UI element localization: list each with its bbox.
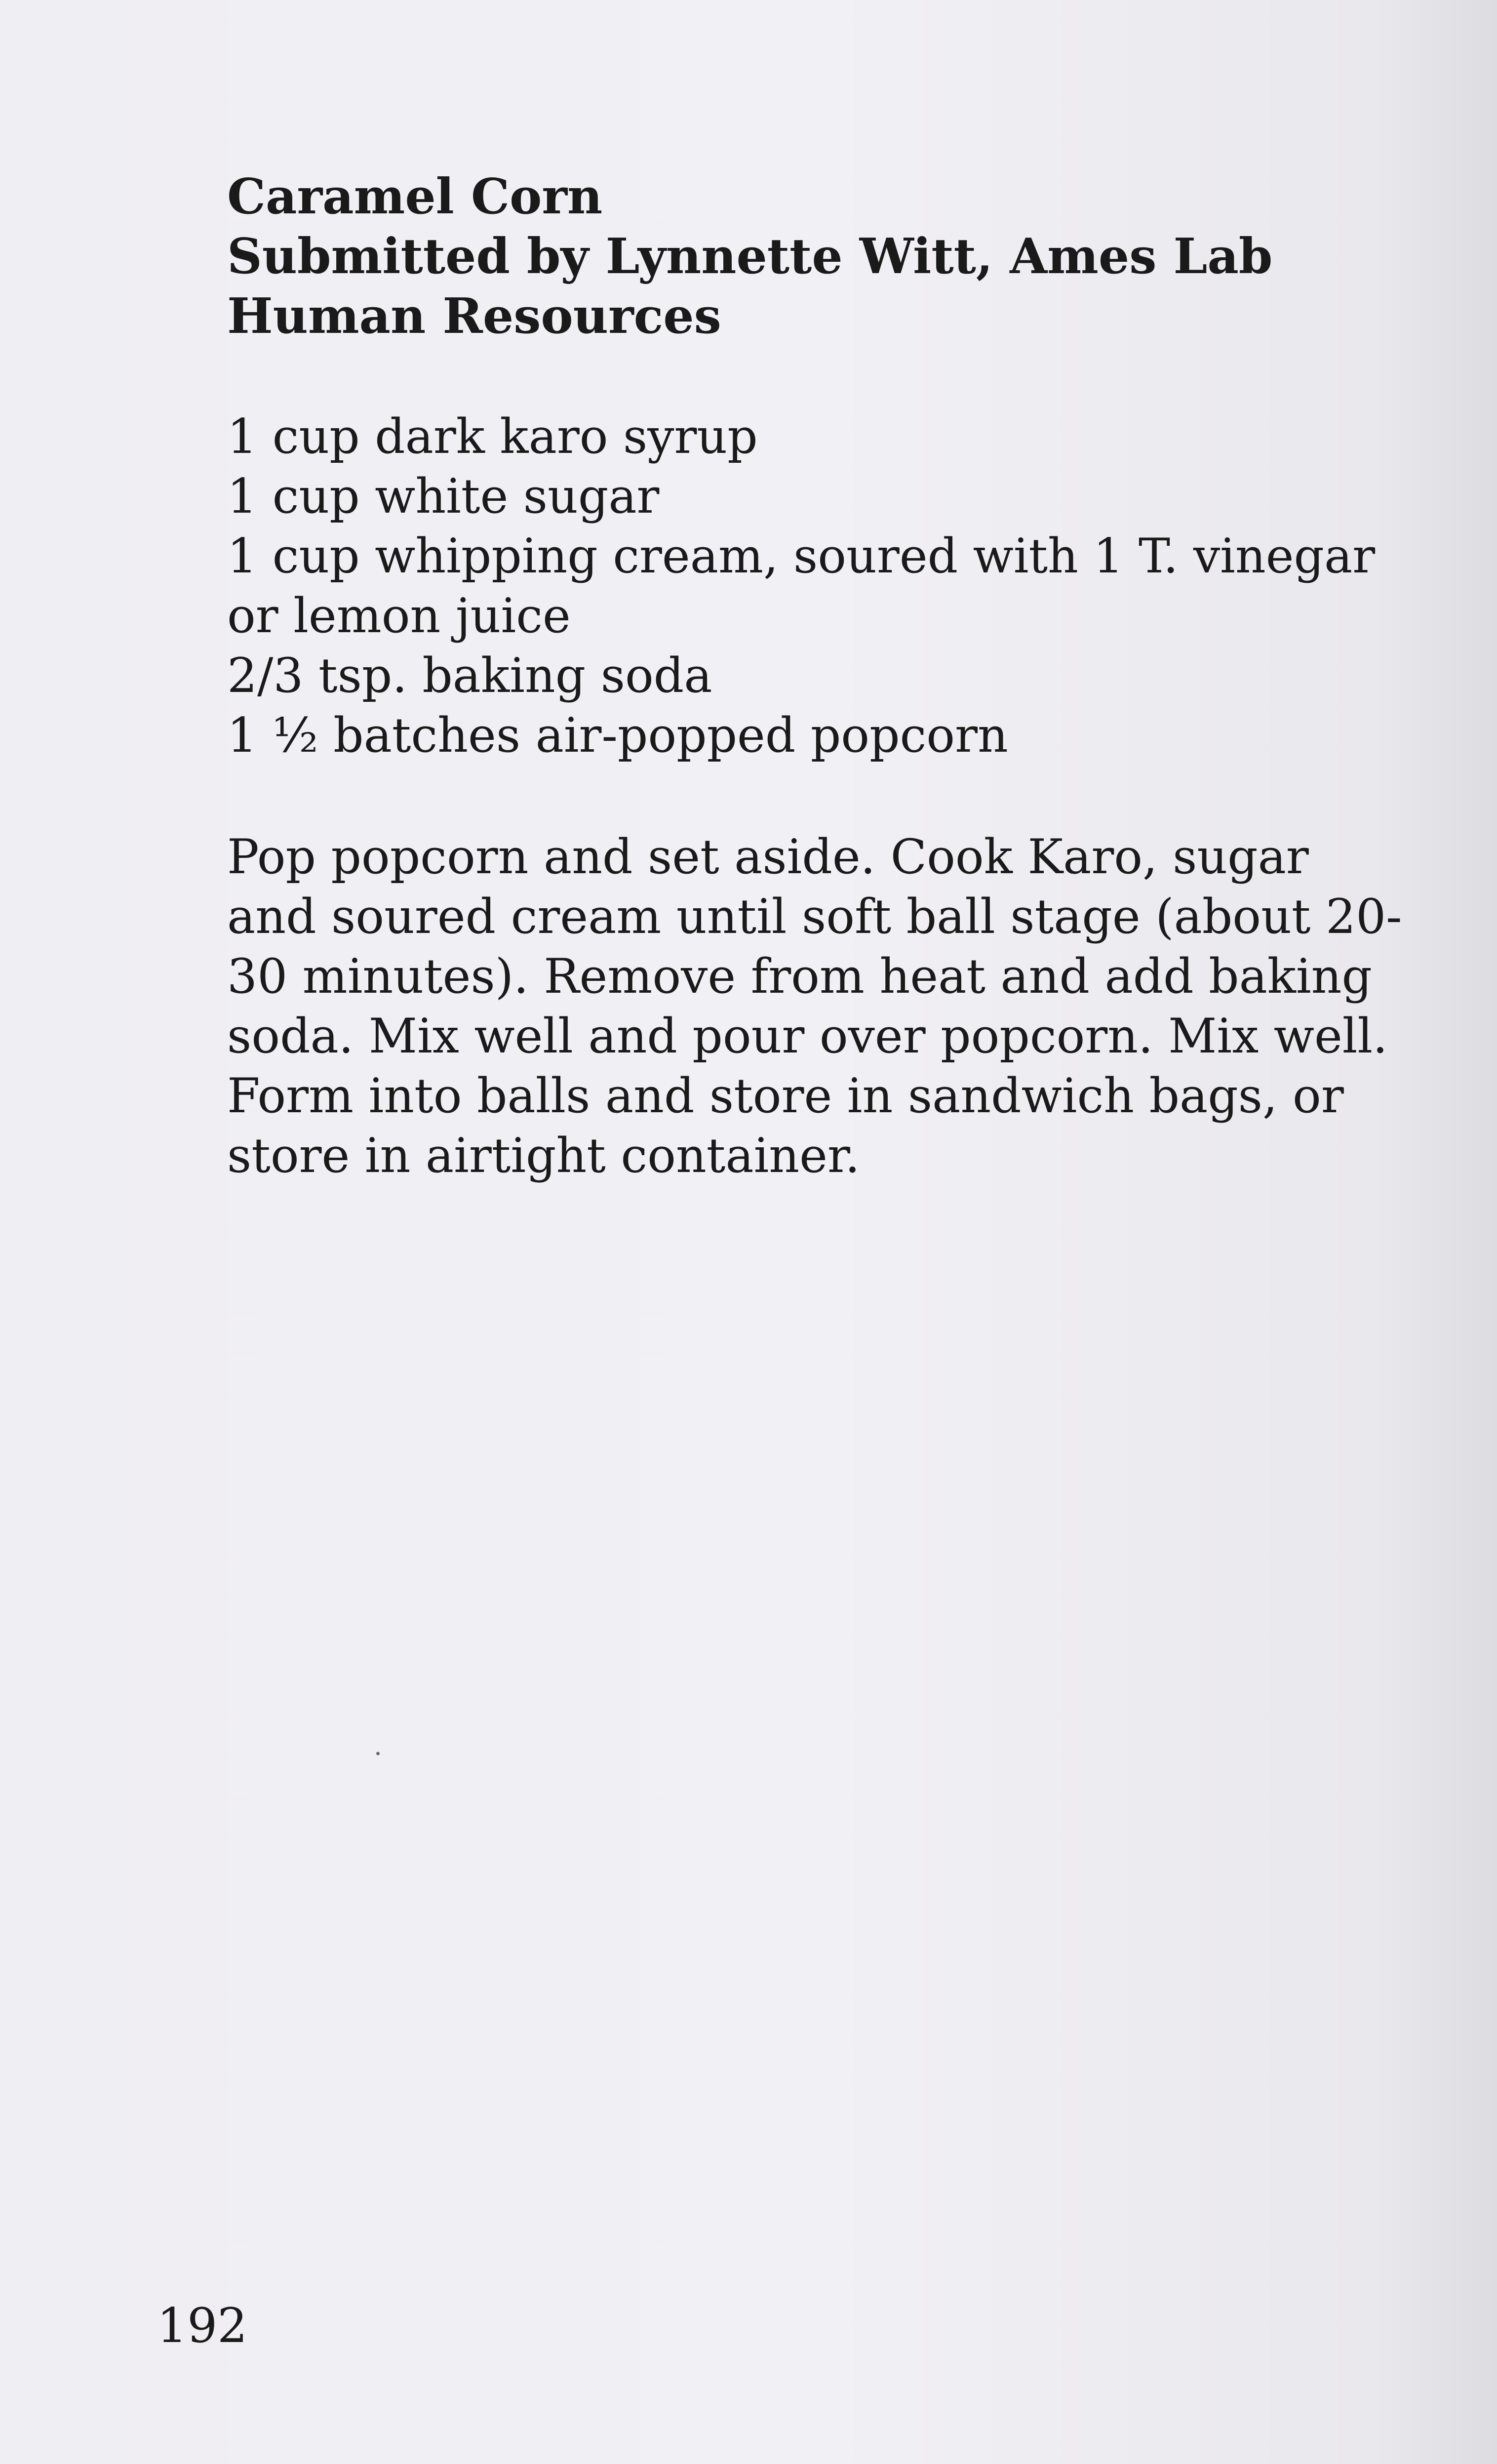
directions-line: Form into balls and store in sandwich bags, or: [227, 1068, 1344, 1124]
ingredient-line: or lemon juice: [227, 588, 571, 644]
recipe-department: Human Resources: [227, 288, 721, 345]
recipe-title: Caramel Corn: [227, 168, 603, 225]
ingredient-line: 1 cup whipping cream, soured with 1 T. vinegar: [227, 528, 1376, 584]
recipe-submitter: Submitted by Lynnette Witt, Ames Lab: [227, 228, 1273, 285]
recipe-heading: [227, 167, 1363, 346]
page-number: 192: [157, 2298, 248, 2353]
ingredient-line: 1 cup white sugar: [227, 469, 660, 524]
ingredient-line: 1 ½ batches air-popped popcorn: [227, 708, 1008, 763]
ingredient-line: 1 cup dark karo syrup: [227, 409, 758, 464]
directions-line: 30 minutes). Remove from heat and add baking: [227, 949, 1372, 1004]
directions-line: store in airtight container.: [227, 1128, 860, 1183]
directions-line: Pop popcorn and set aside. Cook Karo, sugar: [227, 829, 1309, 885]
ingredient-line: 2/3 tsp. baking soda: [227, 648, 712, 703]
ingredient-list: [227, 407, 1376, 766]
directions-line: and soured cream until soft ball stage (about 20-: [227, 889, 1402, 944]
directions-paragraph: [227, 827, 1402, 1186]
paper-speck: [376, 1752, 380, 1755]
directions-line: soda. Mix well and pour over popcorn. Mix well.: [227, 1009, 1388, 1064]
